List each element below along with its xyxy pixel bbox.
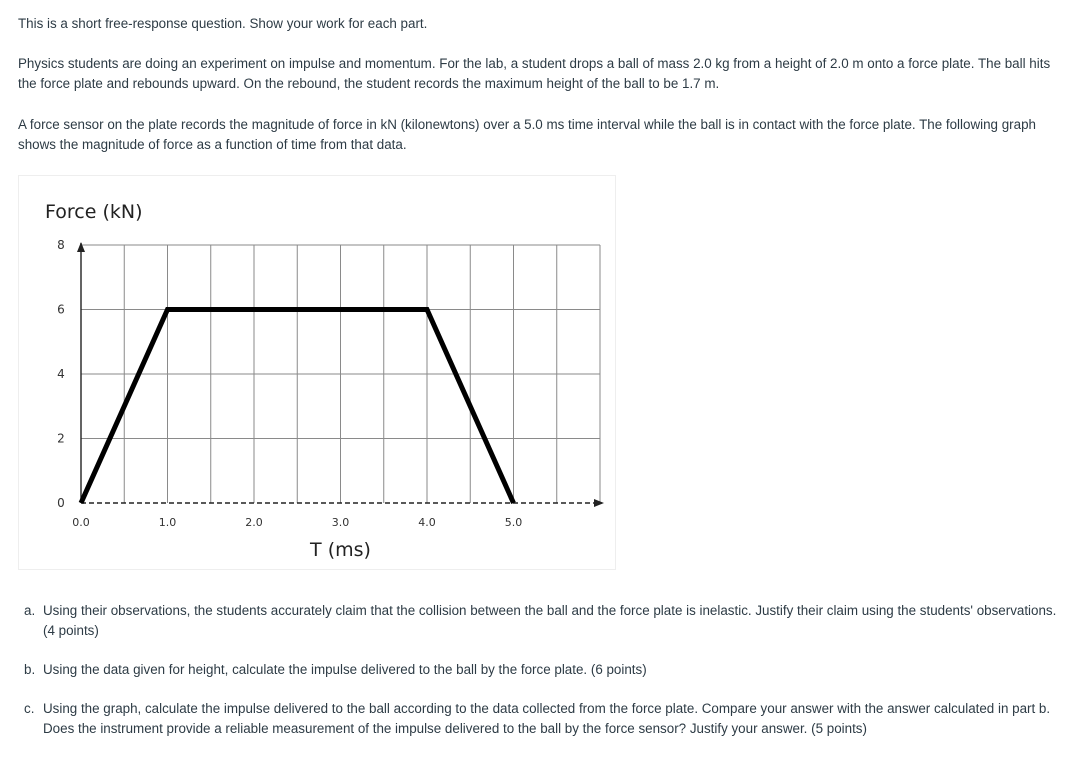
y-tick-label: 0 [57, 496, 65, 510]
question-marker: b. [24, 662, 36, 677]
y-axis-title: Force (kN) [45, 201, 143, 223]
question-a [18, 601, 1058, 641]
x-tick-label: 0.0 [72, 516, 90, 529]
question-b [18, 660, 1058, 680]
y-tick-label: 6 [57, 302, 65, 317]
y-axis-arrow [77, 242, 85, 252]
y-tick-label: 8 [57, 238, 65, 252]
question-marker: a. [24, 603, 36, 618]
setup-paragraph: Physics students are doing an experiment on impulse and momentum. For the lab, a student drops a ball of mass 2.0 kg from a height of 2.0 m onto a force plate. The ball hits the force plate and rebounds upward. On the rebound, the student records the maximum height of the ball to be 1.7 m. [18, 56, 1051, 91]
x-axis-title: T (ms) [310, 539, 371, 561]
y-tick-label: 2 [57, 431, 65, 446]
force-time-graph [18, 175, 616, 570]
question-text: Using their observations, the students accurately claim that the collision between the ball and the force plate is inelastic. Justify their claim using the students' observations. (4 points) [43, 603, 1057, 638]
intro-text: This is a short free-response question. Show your work for each part. [18, 16, 428, 31]
question-text: Using the data given for height, calculate the impulse delivered to the ball by the force plate. (6 points) [43, 662, 647, 677]
y-tick-label: 4 [57, 367, 65, 381]
x-tick-label: 3.0 [331, 516, 350, 529]
question-list [18, 601, 1058, 739]
x-tick-label: 2.0 [245, 516, 263, 529]
x-tick-label: 1.0 [158, 516, 177, 529]
question-c [18, 699, 1058, 739]
question-marker: c. [24, 701, 35, 716]
chart-svg [19, 176, 617, 571]
x-tick-label: 5.0 [504, 516, 523, 529]
x-tick-label: 4.0 [418, 516, 436, 529]
sensor-paragraph: A force sensor on the plate records the magnitude of force in kN (kilonewtons) over a 5.0 ms time interval while the ball is in contact with the force plate. The following graph shows the magnitude of force as a function of time from that data. [18, 117, 1036, 152]
question-text: Using the graph, calculate the impulse delivered to the ball according to the data collected from the force plate. Compare your answer with the answer calculated in part b. Does the instrument provide a reliable measurement of the impulse delivered to the ball by the force sensor? Justify your answer. (5 points) [43, 701, 1051, 736]
x-axis-arrow [594, 499, 604, 507]
